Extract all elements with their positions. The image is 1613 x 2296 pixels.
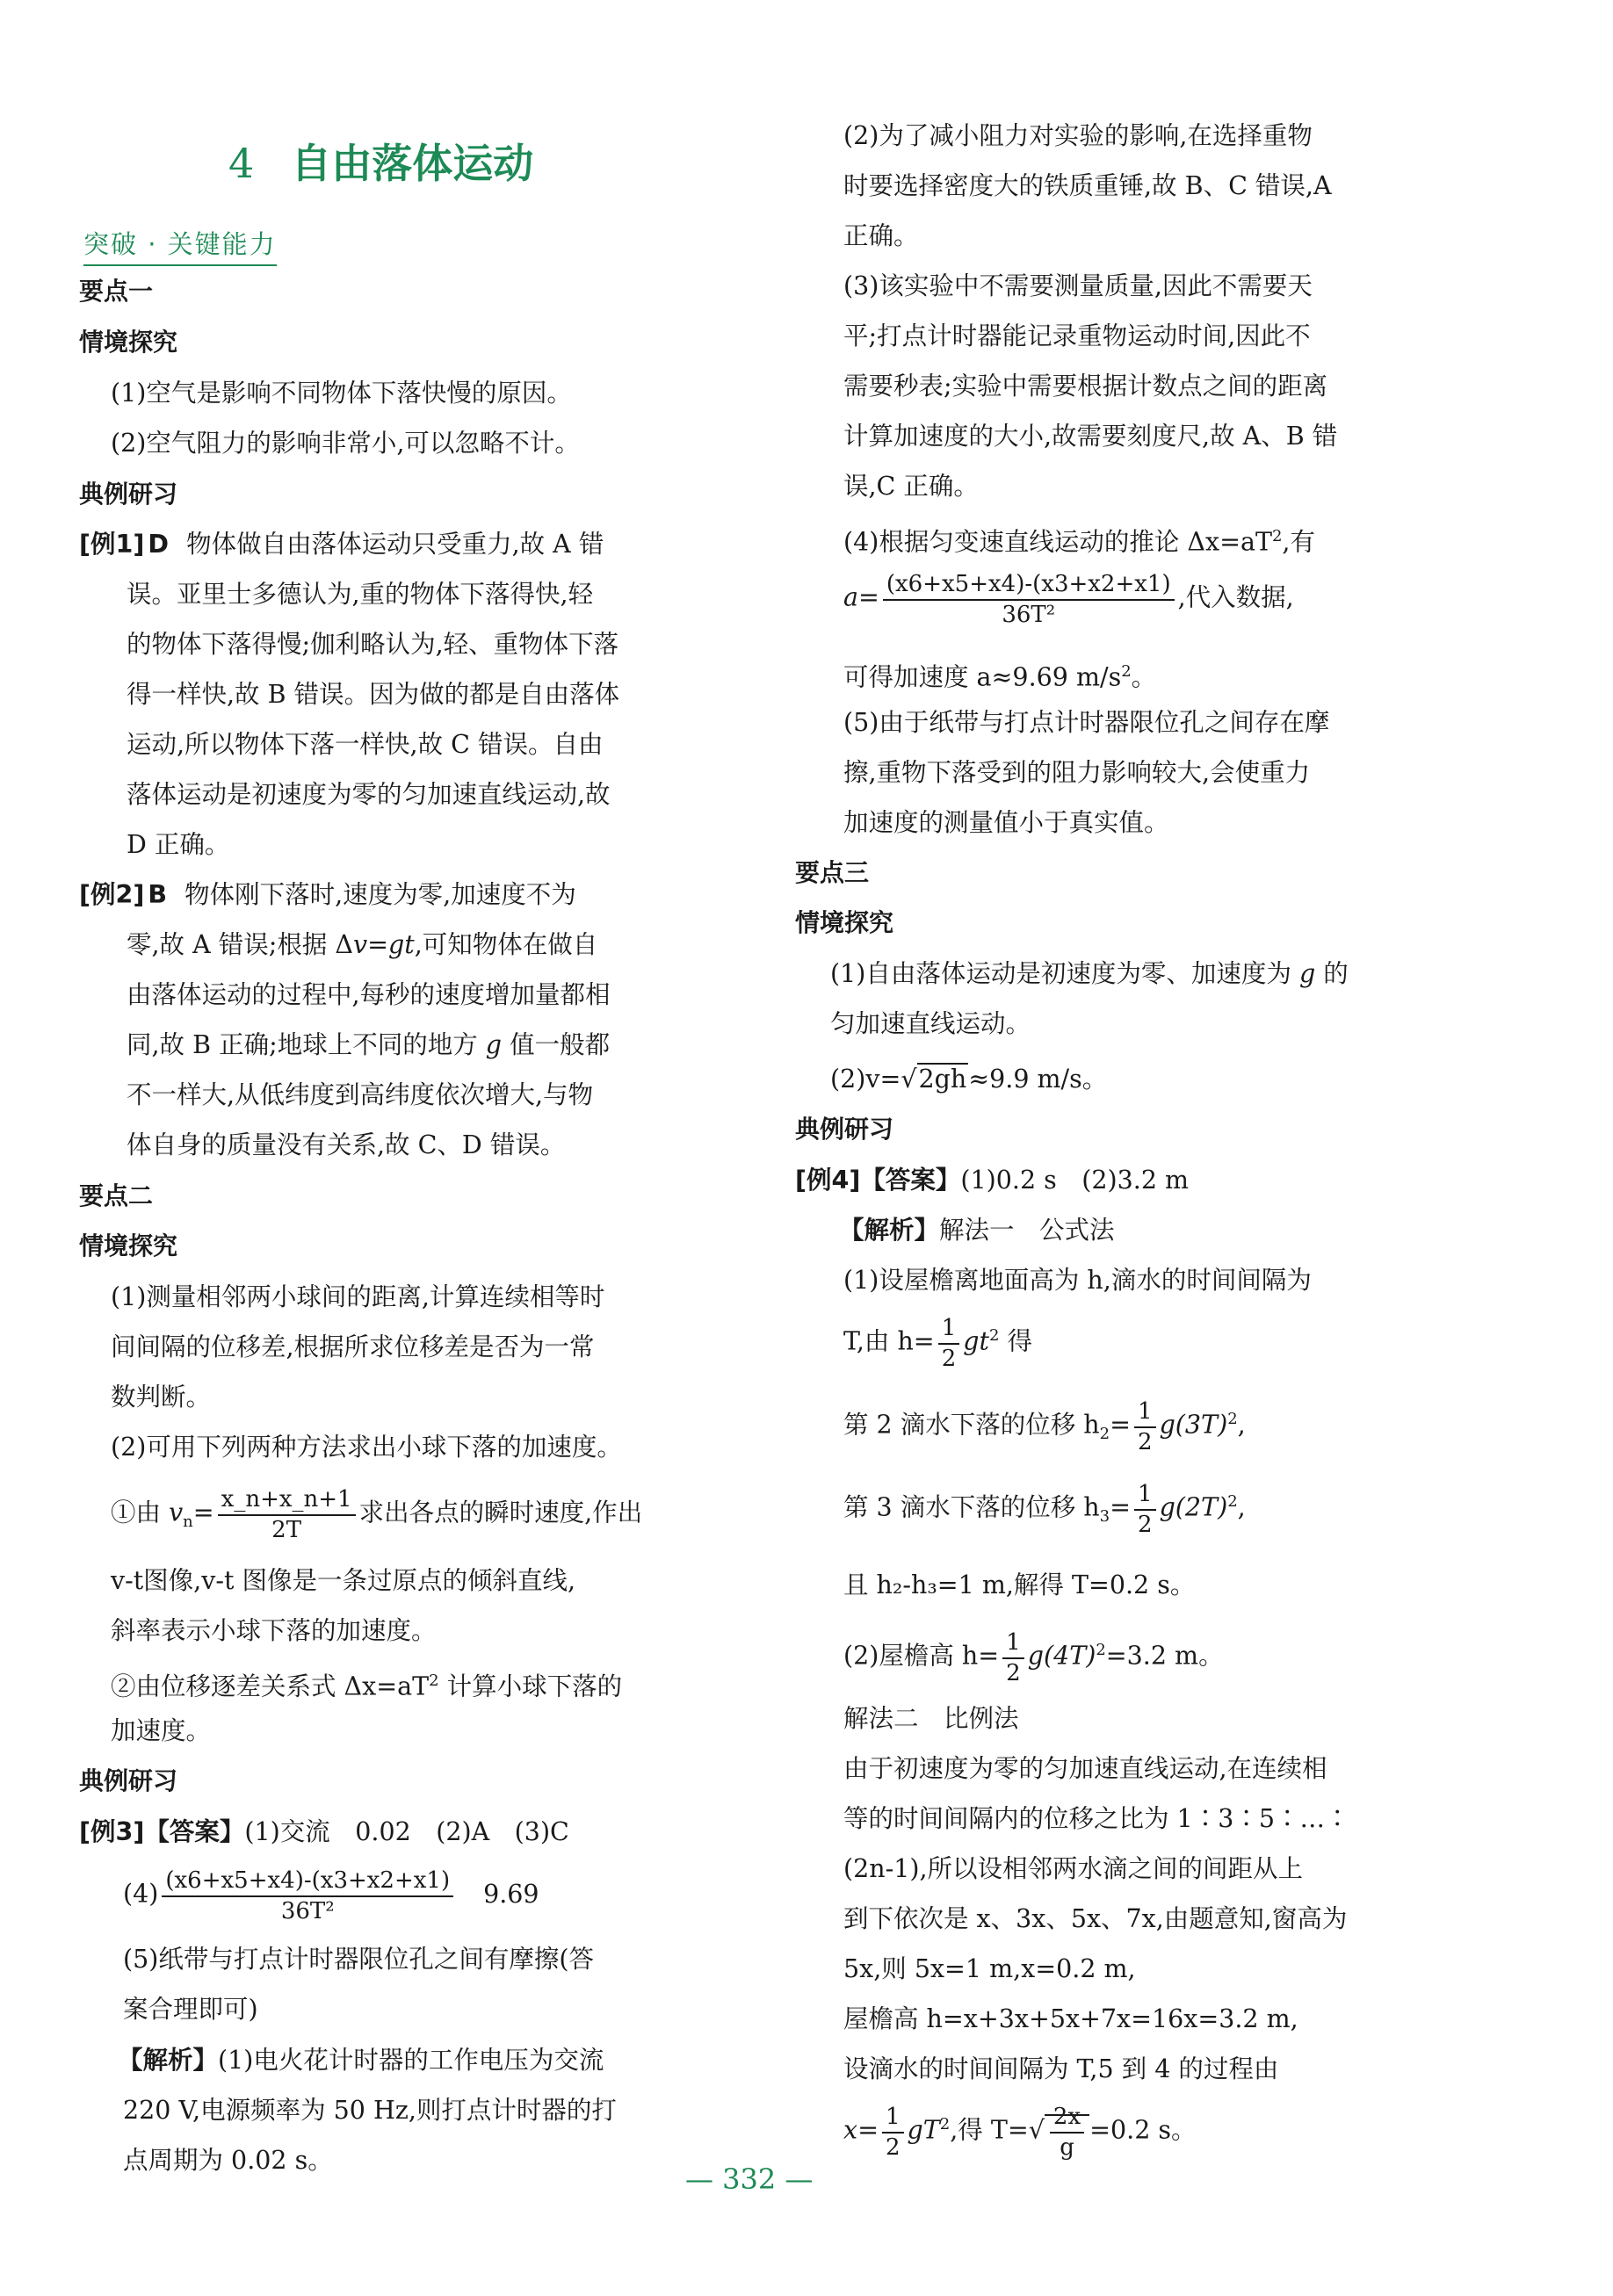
- sqrt-symbol: √: [901, 1065, 917, 1094]
- fraction: [882, 2102, 904, 2162]
- math-var: g: [1298, 959, 1316, 988]
- text-line: [111, 1664, 622, 1705]
- subheading: 情境探究: [79, 1231, 178, 1260]
- text-line: [830, 957, 1349, 992]
- fraction-numerator: 2x: [1050, 2102, 1084, 2134]
- text-span: 第 3 滴水下落的位移 h: [843, 1492, 1100, 1522]
- text-span: 同,故 B 正确;地球上不同的地方: [127, 1030, 486, 1059]
- text-span: =: [192, 1498, 214, 1527]
- text-line: 到下依次是 x、3x、5x、7x,由题意知,窗高为: [843, 1904, 1348, 1933]
- text-span: 物体做自由落体运动只受重力,故 A 错: [186, 530, 604, 559]
- text-span: ,可知物体在做自: [414, 930, 598, 959]
- fraction-denominator: 36T²: [1002, 602, 1056, 628]
- text-line: 平;打点计时器能记录重物运动时间,因此不: [843, 321, 1311, 350]
- fraction-numerator: 1: [1134, 1479, 1156, 1511]
- chapter-number: 4: [228, 140, 255, 187]
- fraction-denominator: 2: [1138, 1512, 1153, 1538]
- text-line: 220 V,电源频率为 50 Hz,则打点计时器的打: [123, 2096, 617, 2125]
- text-line: 得一样快,故 B 错误。因为做的都是自由落体: [127, 680, 620, 709]
- sqrt-radicand: 2gh: [918, 1065, 967, 1094]
- text-span: 零,故 A 错误;根据 Δ: [127, 930, 354, 959]
- superscript: 2: [1271, 527, 1283, 545]
- text-line: 匀加速直线运动。: [830, 1009, 1031, 1038]
- formula-line: [123, 1866, 539, 1925]
- text-line: 设滴水的时间间隔为 T,5 到 4 的过程由: [843, 2054, 1279, 2083]
- text-line: 加速度。: [111, 1716, 212, 1745]
- text-span: =: [367, 930, 389, 959]
- analysis-label: 【解析】: [118, 2046, 219, 2075]
- text-span: (2)屋檐高 h=: [843, 1641, 1000, 1671]
- text-line: (2)为了减小阻力对实验的影响,在选择重物: [843, 121, 1313, 150]
- superscript: 2: [1227, 1492, 1238, 1511]
- text-span: (4)根据匀变速直线运动的推论 Δx=aT: [843, 527, 1272, 557]
- text-line: v-t图像,v-t 图像是一条过原点的倾斜直线,: [111, 1566, 576, 1595]
- text-line: 点周期为 0.02 s。: [123, 2146, 333, 2175]
- fraction-numerator: 1: [938, 1313, 960, 1345]
- fraction-numerator: 1: [1002, 1628, 1024, 1659]
- fraction: [162, 1866, 453, 1925]
- fraction-denominator: 2: [941, 1346, 957, 1372]
- text-span: (1)0.2 s (2)3.2 m: [960, 1166, 1190, 1195]
- fraction-denominator: 2: [1138, 1429, 1153, 1455]
- superscript: 2: [988, 1326, 1000, 1345]
- example-2-first-line: [79, 877, 576, 913]
- text-line: (3)该实验中不需要测量质量,因此不需要天: [843, 271, 1313, 300]
- text-line: 落体运动是初速度为零的匀加速直线运动,故: [127, 780, 611, 809]
- key-point-heading: 要点一: [79, 277, 154, 306]
- answer-label: 【答案】: [144, 1817, 245, 1846]
- analysis-label: 【解析】: [839, 1216, 940, 1245]
- answer-letter: B: [148, 880, 168, 909]
- fraction: [1134, 1479, 1156, 1539]
- formula-line: [843, 1479, 1246, 1539]
- subscript: 2: [1099, 1425, 1110, 1444]
- math-var: g(2T): [1159, 1492, 1228, 1522]
- text-span: ≈9.9 m/s。: [968, 1065, 1108, 1094]
- subscript: 3: [1099, 1507, 1110, 1527]
- text-span: 得: [999, 1326, 1032, 1356]
- fraction-denominator: 2: [885, 2134, 901, 2161]
- fraction: [218, 1484, 356, 1544]
- text-line: (2n-1),所以设相邻两水滴之间的间距从上: [843, 1854, 1304, 1883]
- text-line: 由于初速度为零的匀加速直线运动,在连续相: [843, 1754, 1327, 1783]
- text-line: D 正确。: [127, 830, 230, 859]
- example-1-first-line: [79, 527, 604, 562]
- text-line: [843, 519, 1315, 560]
- text-line: 的物体下落得慢;伽利略认为,轻、重物体下落: [127, 630, 619, 659]
- text-span: 计算小球下落的: [438, 1671, 623, 1701]
- chapter-title: [228, 132, 533, 190]
- text-line: (1)测量相邻两小球间的距离,计算连续相等时: [111, 1282, 605, 1311]
- fraction-numerator: (x6+x5+x4)-(x3+x2+x1): [162, 1866, 453, 1897]
- text-span: ,: [1237, 1410, 1246, 1440]
- text-line: 计算加速度的大小,故需要刻度尺,故 A、B 错: [843, 422, 1338, 451]
- fraction: [1134, 1397, 1156, 1456]
- text-span: =: [1110, 1410, 1132, 1440]
- text-span: 第 2 滴水下落的位移 h: [843, 1410, 1100, 1440]
- text-span: 求出各点的瞬时速度,作出: [358, 1498, 643, 1527]
- formula-line: [830, 1062, 1107, 1097]
- page-number: — 332 —: [685, 2162, 814, 2196]
- method-heading: 解法二 比例法: [843, 1704, 1019, 1733]
- superscript: 2: [429, 1671, 439, 1690]
- text-span: T,由 h=: [843, 1326, 935, 1356]
- answer-label: 【答案】: [860, 1166, 961, 1195]
- fraction: [1002, 1628, 1024, 1687]
- text-span: =3.2 m。: [1105, 1641, 1224, 1671]
- text-line: 数判断。: [111, 1383, 212, 1412]
- example-4-first-line: [795, 1163, 1189, 1198]
- text-line: 体自身的质量没有关系,故 C、D 错误。: [127, 1130, 566, 1159]
- fraction-numerator: x_n+x_n+1: [218, 1484, 356, 1516]
- text-line: 间间隔的位移差,根据所求位移差是否为一常: [111, 1332, 595, 1361]
- math-var: v: [169, 1498, 184, 1527]
- formula-line: [843, 2102, 1197, 2162]
- text-span: ,代入数据,: [1177, 582, 1294, 612]
- fraction-denominator: 2T: [271, 1517, 302, 1543]
- sqrt-radicand: [1045, 2104, 1089, 2161]
- subheading: 典例研习: [79, 480, 178, 509]
- text-line: 由落体运动的过程中,每秒的速度增加量都相: [127, 980, 611, 1009]
- fraction: [1050, 2102, 1084, 2162]
- subheading: 典例研习: [795, 1115, 894, 1144]
- text-line: 5x,则 5x=1 m,x=0.2 m,: [843, 1954, 1136, 1983]
- text-line: 正确。: [843, 221, 919, 250]
- text-line: 擦,重物下落受到的阻力影响较大,会使重力: [843, 758, 1311, 787]
- text-line: 斜率表示小球下落的加速度。: [111, 1616, 437, 1645]
- math-var: a=: [843, 582, 879, 612]
- text-span: ,: [1237, 1492, 1246, 1522]
- example-tag: [例4]: [795, 1166, 861, 1195]
- example-tag: [例1]: [79, 530, 145, 559]
- formula-line: [843, 1628, 1224, 1687]
- math-var: gt: [388, 930, 415, 959]
- formula-line: [843, 569, 1294, 629]
- subheading: 典例研习: [79, 1766, 178, 1795]
- text-line: 运动,所以物体下落一样快,故 C 错误。自由: [127, 730, 604, 759]
- math-var: gt: [963, 1326, 989, 1356]
- text-span: (4): [123, 1879, 159, 1909]
- text-line: [843, 654, 1156, 696]
- subscript: n: [183, 1513, 193, 1532]
- text-span: 可得加速度 a≈9.69 m/s: [843, 662, 1122, 692]
- text-span: ,得 T=: [950, 2115, 1029, 2145]
- answer-letter: D: [148, 530, 170, 559]
- text-line: 不一样大,从低纬度到高纬度依次增大,与物: [127, 1080, 594, 1109]
- fraction: [883, 569, 1175, 629]
- example-tag: [例2]: [79, 880, 145, 909]
- section-label: 突破 · 关键能力: [83, 225, 277, 266]
- fraction-numerator: 1: [882, 2102, 904, 2134]
- superscript: 2: [1121, 662, 1132, 681]
- chapter-title-text: 自由落体运动: [291, 140, 534, 187]
- text-span: 。: [1131, 662, 1157, 692]
- math-var: g: [485, 1030, 503, 1059]
- subheading: 情境探究: [795, 908, 894, 937]
- text-line: [127, 1028, 610, 1063]
- text-line: (1)设屋檐离地面高为 h,滴水的时间间隔为: [843, 1266, 1312, 1295]
- superscript: 2: [1227, 1410, 1238, 1428]
- text-span: 的: [1315, 959, 1349, 988]
- text-span: =: [1110, 1492, 1132, 1522]
- text-span: (1)交流 0.02 (2)A (3)C: [244, 1817, 569, 1846]
- text-line: 且 h₂-h₃=1 m,解得 T=0.2 s。: [843, 1570, 1196, 1599]
- text-line: 误。亚里士多德认为,重的物体下落得快,轻: [127, 580, 594, 609]
- superscript: 2: [1096, 1641, 1106, 1659]
- text-line: [127, 928, 597, 963]
- fraction-numerator: (x6+x5+x4)-(x3+x2+x1): [883, 569, 1175, 601]
- text-line: [118, 2043, 604, 2078]
- formula-line: [843, 1397, 1246, 1456]
- fraction-denominator: 2: [1006, 1660, 1021, 1686]
- text-line: 案合理即可): [123, 1995, 258, 2024]
- text-line: 误,C 正确。: [843, 472, 979, 501]
- subheading: 情境探究: [79, 328, 178, 357]
- example-tag: [例3]: [79, 1817, 145, 1846]
- formula-line: [843, 1313, 1032, 1373]
- text-line: 屋檐高 h=x+3x+5x+7x=16x=3.2 m,: [843, 2004, 1298, 2033]
- text-line: (5)纸带与打点计时器限位孔之间有摩擦(答: [123, 1945, 594, 1974]
- text-span: (2)v=: [830, 1065, 901, 1094]
- formula-line: [111, 1484, 642, 1544]
- text-span: ,有: [1282, 527, 1315, 557]
- text-line: 加速度的测量值小于真实值。: [843, 808, 1169, 837]
- text-span: 物体刚下落时,速度为零,加速度不为: [184, 880, 576, 909]
- math-var: g(4T): [1027, 1641, 1096, 1671]
- example-3-first-line: [79, 1815, 569, 1850]
- key-point-heading: 要点二: [79, 1181, 154, 1210]
- math-var: v: [353, 930, 368, 959]
- text-span: ②由位移逐差关系式 Δx=aT: [111, 1671, 430, 1701]
- text-line: 需要秒表;实验中需要根据计数点之间的距离: [843, 372, 1328, 401]
- sqrt-symbol: √: [1028, 2115, 1045, 2145]
- text-span: 9.69: [483, 1879, 539, 1909]
- text-line: (2)可用下列两种方法求出小球下落的加速度。: [111, 1433, 622, 1462]
- fraction-denominator: g: [1060, 2134, 1074, 2161]
- math-var: x=: [843, 2115, 879, 2145]
- math-var: gT: [907, 2115, 940, 2145]
- text-span: ①由: [111, 1498, 170, 1527]
- text-line: 时要选择密度大的铁质重锤,故 B、C 错误,A: [843, 171, 1332, 200]
- text-span: 值一般都: [502, 1030, 611, 1059]
- fraction-numerator: 1: [1134, 1397, 1156, 1428]
- text-line: [839, 1213, 1115, 1248]
- fraction-denominator: 36T²: [280, 1898, 335, 1924]
- text-line: (5)由于纸带与打点计时器限位孔之间存在摩: [843, 708, 1330, 737]
- superscript: 2: [939, 2115, 951, 2134]
- text-line: (2)空气阻力的影响非常小,可以忽略不计。: [111, 429, 580, 458]
- text-line: 等的时间间隔内的位移之比为 1∶3∶5∶…∶: [843, 1804, 1350, 1833]
- text-span: 解法一 公式法: [939, 1216, 1115, 1245]
- math-var: g(3T): [1159, 1410, 1228, 1440]
- key-point-heading: 要点三: [795, 858, 870, 887]
- text-line: (1)空气是影响不同物体下落快慢的原因。: [111, 379, 572, 408]
- text-span: (1)电火花计时器的工作电压为交流: [218, 2046, 604, 2075]
- fraction: [938, 1313, 960, 1373]
- text-span: =0.2 s。: [1089, 2115, 1197, 2145]
- text-span: (1)自由落体运动是初速度为零、加速度为: [830, 959, 1299, 988]
